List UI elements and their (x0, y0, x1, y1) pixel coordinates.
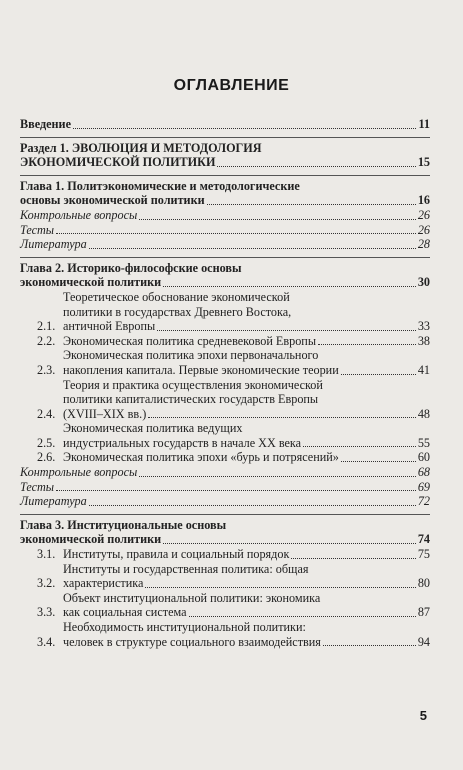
toc-entry-label: (XVIII–XIX вв.) (63, 406, 147, 421)
toc-entry-3-3[interactable] (20, 591, 430, 620)
toc-entry-page: 94 (417, 634, 430, 649)
toc-entry-2-3[interactable] (20, 348, 430, 377)
toc-entry-page: 11 (418, 117, 430, 131)
toc-entry-3-1[interactable] (20, 547, 430, 562)
toc-entry-page: 87 (417, 605, 430, 620)
toc-entry-page: 74 (417, 532, 430, 547)
toc-entry-page: 48 (417, 406, 430, 421)
toc-entry-page: 30 (417, 275, 430, 290)
toc-entry-2-4[interactable] (20, 378, 430, 422)
page-number: 5 (419, 708, 427, 723)
toc-entry-label: характеристика (63, 576, 144, 591)
toc-entry-label: Контрольные вопросы (20, 465, 138, 480)
toc-entry-label: Экономическая политика эпохи первоначального (63, 348, 319, 363)
toc-entry-3-2[interactable] (20, 562, 430, 591)
toc-entry-label: экономической политики (20, 275, 162, 290)
toc-entry-2-6[interactable] (20, 450, 430, 465)
divider (20, 175, 430, 176)
toc-entry-label: политики в государствах Древнего Востока, (63, 304, 292, 319)
toc-entry-label: Глава 1. Политэкономические и методологические (20, 178, 300, 193)
toc-entry-intro[interactable] (20, 117, 430, 132)
toc-entry-page: 68 (417, 465, 430, 480)
page-title: ОГЛАВЛЕНИЕ (173, 77, 290, 94)
toc-entry-label: Экономическая политика ведущих (63, 421, 243, 436)
toc-entry-number: 2.3. (37, 362, 56, 377)
toc-entry-label: Институты, правила и социальный порядок (63, 547, 290, 562)
toc-entry-literature[interactable] (20, 494, 430, 509)
toc-entry-page: 16 (417, 193, 430, 208)
toc-entry-label: Глава 3. Институциональные основы (20, 517, 227, 532)
toc-entry-questions[interactable] (20, 465, 430, 480)
toc-entry-label: ЭКОНОМИЧЕСКОЙ ПОЛИТИКИ (20, 155, 216, 170)
toc-entry-label: Экономическая политика эпохи «бурь и потрясений» (63, 450, 339, 465)
toc-entry-tests[interactable] (20, 223, 430, 238)
toc-entry-3-4[interactable] (20, 620, 430, 649)
toc-entry-questions[interactable] (20, 208, 430, 223)
toc-entry-label: Раздел 1. ЭВОЛЮЦИЯ И МЕТОДОЛОГИЯ (20, 140, 262, 155)
toc-entry-number: 2.5. (37, 435, 56, 450)
toc-entry-label: Институты и государственная политика: общая (63, 561, 309, 576)
toc-entry-number: 3.4. (37, 634, 56, 649)
divider (20, 514, 430, 515)
toc-entry-label: Объект институциональной политики: экономика (63, 590, 321, 605)
toc-entry-label: основы экономической политики (20, 193, 205, 208)
toc-entry-page: 41 (417, 362, 430, 377)
toc-entry-number: 2.1. (37, 319, 56, 334)
toc-entry-page: 26 (417, 222, 430, 237)
toc-entry-label: Тесты (20, 222, 55, 237)
toc-entry-label: политики капиталистических государств Европы (63, 392, 319, 407)
toc-entry-page: 72 (417, 494, 430, 509)
toc-entry-page: 75 (417, 547, 430, 562)
toc-entry-label: экономической политики (20, 532, 162, 547)
toc-entry-label: Литература (20, 494, 87, 509)
toc-entry-page: 60 (417, 450, 430, 465)
toc-entry-number: 3.1. (37, 547, 56, 562)
toc-entry-label: Необходимость институциональной политики: (63, 620, 306, 634)
toc-entry-section-1[interactable] (20, 141, 430, 170)
toc-entry-label: Тесты (20, 479, 55, 494)
toc-entry-page: 15 (417, 155, 430, 170)
toc-entry-page: 33 (417, 319, 430, 334)
toc-entry-tests[interactable] (20, 480, 430, 495)
toc-entry-label: Экономическая политика средневековой Европы (63, 333, 317, 348)
toc-entry-label: Теория и практика осуществления экономической (63, 377, 323, 392)
toc-entry-label: Глава 2. Историко-философские основы (20, 260, 242, 275)
toc-entry-chapter-1[interactable] (20, 179, 430, 208)
toc-entry-number: 3.2. (37, 576, 56, 591)
toc-entry-chapter-3[interactable] (20, 518, 430, 547)
toc-entry-label: индустриальных государств в начале XX века (63, 435, 302, 450)
toc-entry-page: 38 (417, 333, 430, 348)
toc-entry-page: 28 (417, 237, 430, 252)
toc-entry-label: античной Европы (63, 319, 156, 334)
toc-entry-label: Теоретическое обоснование экономической (63, 289, 290, 304)
toc-entry-page: 55 (417, 435, 430, 450)
divider (20, 137, 430, 138)
toc-entry-literature[interactable] (20, 237, 430, 252)
toc-entry-number: 2.6. (37, 450, 56, 465)
toc-entry-page: 26 (417, 207, 430, 222)
toc-entry-2-1[interactable] (20, 290, 430, 334)
toc-entry-label: Введение (20, 117, 71, 131)
toc-entry-page: 69 (417, 479, 430, 494)
toc-entry-label: Литература (20, 237, 87, 252)
toc-entry-2-2[interactable] (20, 334, 430, 349)
toc-entry-page: 80 (417, 576, 430, 591)
toc-entry-label: как социальная система (63, 605, 187, 620)
toc-entry-number: 3.3. (37, 605, 56, 620)
divider (20, 257, 430, 258)
toc-entry-label: накопления капитала. Первые экономические теории (63, 362, 339, 377)
toc-entry-label: человек в структуре социального взаимодействия (63, 634, 321, 649)
toc-entry-label: Контрольные вопросы (20, 207, 138, 222)
toc-entry-2-5[interactable] (20, 421, 430, 450)
table-of-contents (20, 117, 430, 649)
toc-entry-number: 2.2. (37, 333, 56, 348)
toc-entry-number: 2.4. (37, 406, 56, 421)
toc-entry-chapter-2[interactable] (20, 261, 430, 290)
